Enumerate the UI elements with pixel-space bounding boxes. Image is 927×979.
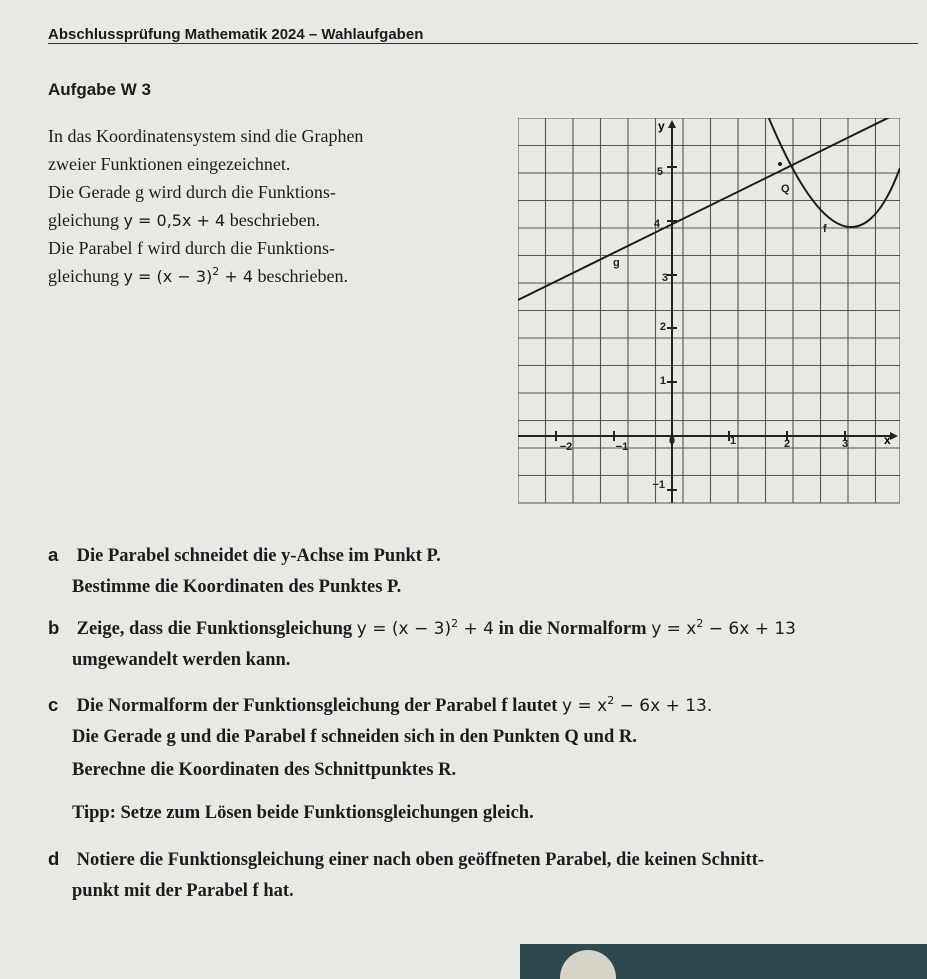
parabola-equation: $y = (x - 3)^2 + 4$ bbox=[123, 265, 254, 286]
x-tick-label: 1 bbox=[729, 435, 737, 447]
x-tick-label: −2 bbox=[559, 441, 573, 453]
task-line: Berechne die Koordinaten des Schnittpunktes R. bbox=[72, 760, 457, 780]
task-line: umgewandelt werden kann. bbox=[72, 650, 291, 670]
y-tick-label: 3 bbox=[661, 272, 668, 284]
x-tick-label: 3 bbox=[841, 438, 849, 450]
y-axis-label: y bbox=[658, 119, 665, 133]
intro-line: Die Parabel f wird durch die Funktions- bbox=[48, 238, 335, 258]
task-a bbox=[48, 538, 441, 604]
intro-line: Die Gerade g wird durch die Funktions- bbox=[48, 182, 336, 202]
intro-text-fragment: gleichung bbox=[48, 266, 119, 286]
intro-text bbox=[48, 122, 468, 290]
task-label: a bbox=[48, 544, 59, 565]
task-text: Die Normalform der Funktionsgleichung der Parabel f lautet bbox=[76, 696, 558, 716]
task-text: Zeige, dass die Funktionsgleichung bbox=[76, 619, 353, 639]
task-line bbox=[48, 688, 712, 721]
intro-text-fragment: gleichung bbox=[48, 210, 119, 230]
y-tick-label: 2 bbox=[659, 321, 666, 333]
line-equation: y = 0,5x + 4 bbox=[123, 211, 226, 230]
intro-text-fragment: beschrieben. bbox=[257, 266, 348, 286]
intro-line: zweier Funktionen eingezeichnet. bbox=[48, 154, 291, 174]
task-line: Die Gerade g und die Parabel f schneiden sich in den Punkten Q und R. bbox=[72, 727, 637, 747]
label-f: f bbox=[823, 223, 827, 235]
y-tick-label: −1 bbox=[652, 479, 665, 491]
task-c bbox=[48, 688, 712, 830]
task-title: Aufgabe W 3 bbox=[48, 80, 151, 99]
y-tick-label: 5 bbox=[656, 166, 663, 178]
label-g: g bbox=[613, 257, 620, 269]
task-label: c bbox=[48, 694, 59, 715]
header bbox=[48, 26, 918, 44]
x-axis-arrow-icon bbox=[890, 432, 898, 440]
task-text: Notiere die Funktionsgleichung einer nach oben geöffneten Parabel, die keinen Schnitt- bbox=[76, 850, 765, 870]
normal-form-equation: $y = x^2 - 6x + 13$. bbox=[562, 694, 713, 716]
intro-line: In das Koordinatensystem sind die Graphen bbox=[48, 126, 364, 146]
x-tick-label: 2 bbox=[783, 438, 791, 450]
task-tip: Tipp: Setze zum Lösen beide Funktionsgleichungen gleich. bbox=[72, 803, 534, 823]
intro-line bbox=[48, 262, 468, 290]
task-line bbox=[48, 842, 764, 875]
task-label: b bbox=[48, 617, 60, 638]
x-axis-label: x bbox=[884, 433, 891, 447]
y-axis-arrow-icon bbox=[668, 120, 676, 128]
intro-text-fragment: beschrieben. bbox=[229, 210, 321, 230]
task-line bbox=[48, 538, 441, 571]
y-tick-label: 4 bbox=[653, 218, 660, 230]
vertex-form-equation: $y = (x - 3)^2 + 4$ bbox=[356, 617, 494, 639]
intro-line bbox=[48, 206, 468, 234]
task-line bbox=[48, 611, 796, 644]
task-d bbox=[48, 842, 764, 908]
y-tick-label: 1 bbox=[659, 375, 666, 387]
coordinate-system bbox=[518, 118, 900, 510]
task-text: Die Parabel schneidet die y-Achse im Punkt P. bbox=[76, 546, 441, 566]
task-line: punkt mit der Parabel f hat. bbox=[72, 881, 294, 901]
task-line: Bestimme die Koordinaten des Punktes P. bbox=[72, 577, 402, 597]
task-text: in die Normalform bbox=[498, 619, 647, 639]
x-tick-label: 0 bbox=[668, 435, 676, 447]
header-title: Abschlussprüfung Mathematik 2024 – Wahlaufgaben bbox=[48, 26, 424, 43]
x-tick-label: −1 bbox=[615, 441, 629, 453]
label-q: Q bbox=[781, 183, 790, 195]
task-b bbox=[48, 611, 796, 677]
task-label: d bbox=[48, 848, 60, 869]
point-q bbox=[778, 162, 782, 166]
normal-form-equation: $y = x^2 - 6x + 13$ bbox=[651, 617, 796, 639]
